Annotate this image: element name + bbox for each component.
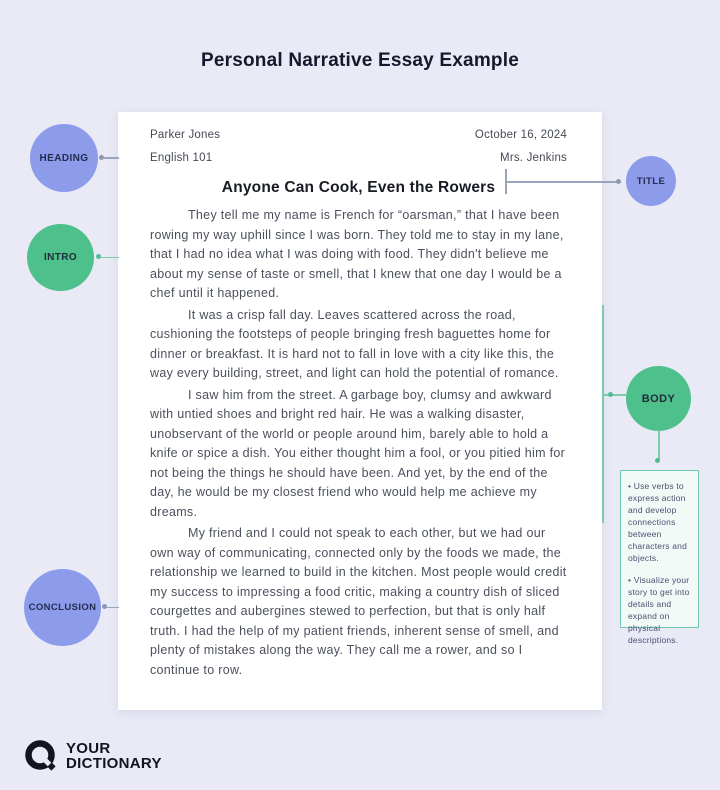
annotation-heading-label: HEADING [39,152,89,164]
essay-document [118,112,602,710]
essay-body [150,206,567,680]
essay-header [150,124,567,170]
course-name: English 101 [150,152,213,164]
essay-paragraph-conclusion: My friend and I could not speak to each other, but we had our own way of communicating, connected only by the foods we made, the relationship we learned to build in the kitchen. Most people would credit my success to impressing a food critic, making a country dish of sliced courgettes and aubergines stewed to perfection, but that is only half truth. I had the help of my patient friends, inherent sense of smell, and plenty of mistakes along the way. They call me a rower, and so I continue to row. [150,526,567,677]
tip-item: • Use verbs to express action and develop connections between characters and objects. [628,480,691,564]
body-connector-dot [608,392,613,397]
essay-paragraph-body-2: I saw him from the street. A garbage boy, clumsy and awkward with untied shoes and bright red hair. He was a walking disaster, unobservant of the world or people around him, barely able to hold a knife or spice a dish. You either thought him a fool, or you pitied him for not being the things he should have been. And yet, by the end of the day, he would be my closest friend who would help me achieve my dreams. [150,387,566,519]
annotation-title-label: TITLE [636,175,666,187]
body-bracket-line [602,305,604,523]
essay-date: October 16, 2024 [474,129,567,141]
essay-paragraph-body-1: It was a crisp fall day. Leaves scattered across the road, cushioning the footsteps of people bringing fresh baguettes home for dinner or breakfast. It is hard not to fall in love with a city like this, the way every building, street, and light can hold the potential of romance. [150,307,559,380]
tip-item: • Visualize your story to get into details and expand on physical descriptions. [628,574,691,646]
essay-title: Anyone Can Cook, Even the Rowers [221,179,496,196]
annotation-intro-label: INTRO [43,252,78,263]
intro-connector-dot [96,254,101,259]
title-connector-dot [616,179,621,184]
body-tips-connector-dot [655,458,660,463]
essay-paragraph-intro: They tell me my name is French for “oarsman,” that I have been rowing my way uphill since I was born. They told me to stay in my lane, that I had no idea what I was doing with food. They didn't believe me about my sense of taste or smell, that I knew that one day I would be a chef until it happened. [150,208,564,300]
conclusion-connector-line [107,607,119,609]
annotation-intro-badge [27,224,94,291]
teacher-name: Mrs. Jenkins [500,152,567,164]
body-tips-box [620,470,699,645]
logo-text-dictionary: DICTIONARY [66,755,162,772]
heading-connector-dot [99,155,104,160]
title-connector-line [506,181,618,183]
annotation-conclusion-label: CONCLUSION [28,602,97,613]
annotation-heading-badge [30,124,98,192]
page-title: Personal Narrative Essay Example [201,50,519,71]
intro-connector-line [101,257,119,259]
annotation-body-badge [626,366,691,431]
conclusion-connector-dot [102,604,107,609]
heading-connector-line [104,157,119,159]
annotation-conclusion-badge [24,569,101,646]
yourdictionary-logo-text [66,741,162,772]
annotation-title-badge [626,156,676,206]
student-name: Parker Jones [150,129,221,141]
logo-text-your: YOUR [66,739,111,757]
body-tips-connector-line [658,430,660,460]
yourdictionary-logo [24,738,162,774]
yourdictionary-logo-icon [24,738,60,774]
annotation-body-label: BODY [641,392,676,405]
